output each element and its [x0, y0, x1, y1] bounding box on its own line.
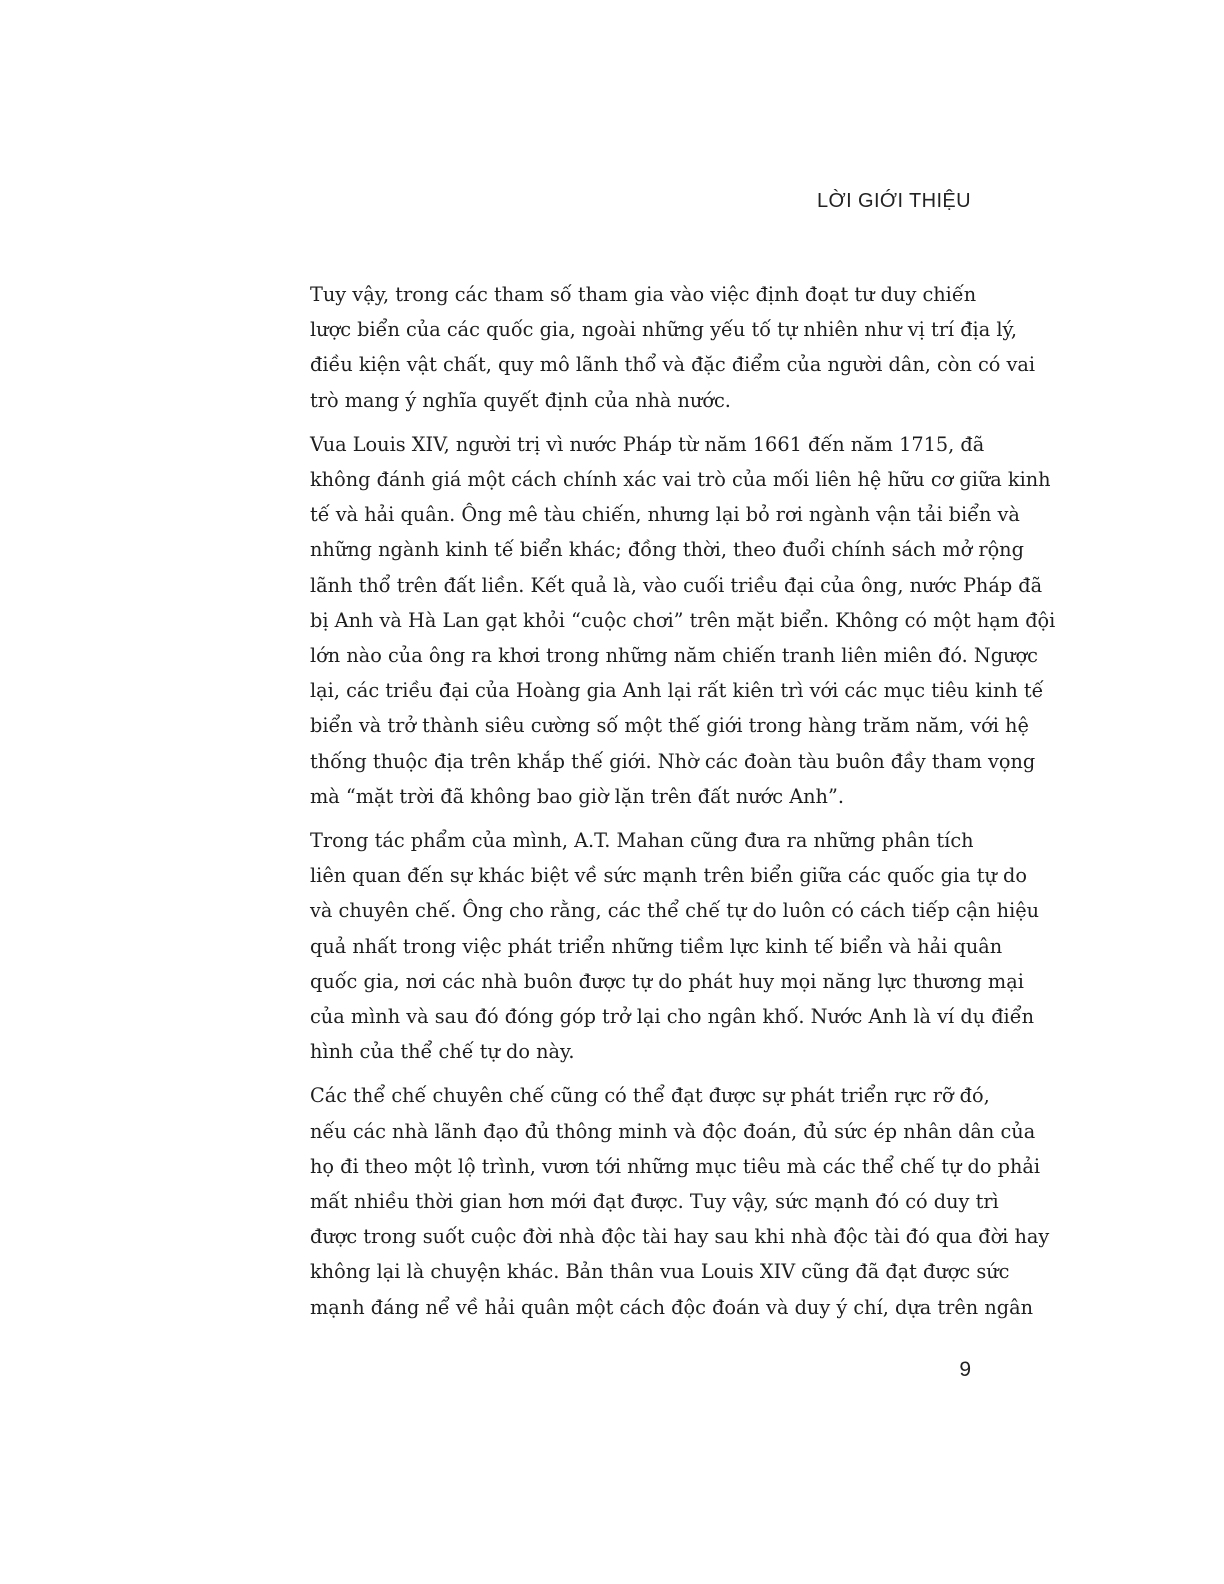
text-line: mà “mặt trời đã không bao giờ lặn trên đất nước Anh”.	[310, 784, 844, 808]
text-line: trò mang ý nghĩa quyết định của nhà nước.	[310, 388, 731, 412]
paragraph-2	[270, 427, 1056, 814]
text-line: lại, các triều đại của Hoàng gia Anh lại rất kiên trì với các mục tiêu kinh tế	[310, 679, 1044, 703]
text-line: không đánh giá một cách chính xác vai trò của mối liên hệ hữu cơ giữa kinh	[310, 468, 1051, 492]
text-line: liên quan đến sự khác biệt về sức mạnh trên biển giữa các quốc gia tự do	[310, 864, 1027, 888]
text-line: lãnh thổ trên đất liền. Kết quả là, vào cuối triều đại của ông, nước Pháp đã	[310, 573, 1043, 597]
text-line: quả nhất trong việc phát triển những tiềm lực kinh tế biển và hải quân	[310, 934, 1003, 958]
text-line: Các thể chế chuyên chế cũng có thể đạt được sự phát triển rực rỡ đó,	[310, 1084, 990, 1108]
text-line: mất nhiều thời gian hơn mới đạt được. Tuy vậy, sức mạnh đó có duy trì	[310, 1190, 999, 1214]
text-line: Vua Louis XIV, người trị vì nước Pháp từ năm 1661 đến năm 1715, đã	[310, 432, 985, 456]
text-line: điều kiện vật chất, quy mô lãnh thổ và đặc điểm của người dân, còn có vai	[310, 353, 1036, 377]
paragraph-3	[270, 823, 1040, 1069]
text-line: Tuy vậy, trong các tham số tham gia vào việc định đoạt tư duy chiến	[310, 283, 977, 306]
text-line: lược biển của các quốc gia, ngoài những yếu tố tự nhiên như vị trí địa lý,	[310, 318, 1017, 342]
text-line: hình của thể chế tự do này.	[310, 1040, 575, 1064]
page-number: 9	[959, 1358, 971, 1381]
text-line: biển và trở thành siêu cường số một thế giới trong hàng trăm năm, với hệ	[310, 714, 1029, 738]
text-line: mạnh đáng nể về hải quân một cách độc đoán và duy ý chí, dựa trên ngân	[310, 1295, 1033, 1319]
body-text	[270, 277, 1056, 1325]
text-line: bị Anh và Hà Lan gạt khỏi “cuộc chơi” trên mặt biển. Không có một hạm đội	[310, 608, 1056, 632]
text-line: Trong tác phẩm của mình, A.T. Mahan cũng đưa ra những phân tích	[310, 829, 974, 853]
text-line: họ đi theo một lộ trình, vươn tới những mục tiêu mà các thể chế tự do phải	[310, 1154, 1041, 1178]
running-header: LỜI GIỚI THIỆU	[817, 190, 971, 212]
text-line: thống thuộc địa trên khắp thế giới. Nhờ các đoàn tàu buôn đầy tham vọng	[310, 749, 1036, 773]
text-line: những ngành kinh tế biển khác; đồng thời, theo đuổi chính sách mở rộng	[310, 538, 1024, 562]
text-line: tế và hải quân. Ông mê tàu chiến, nhưng lại bỏ rơi ngành vận tải biển và	[310, 503, 1020, 527]
text-line: được trong suốt cuộc đời nhà độc tài hay sau khi nhà độc tài đó qua đời hay	[310, 1225, 1050, 1249]
text-line: nếu các nhà lãnh đạo đủ thông minh và độc đoán, đủ sức ép nhân dân của	[310, 1119, 1036, 1143]
text-line: và chuyên chế. Ông cho rằng, các thể chế tự do luôn có cách tiếp cận hiệu	[310, 899, 1040, 923]
text-line: lớn nào của ông ra khơi trong những năm chiến tranh liên miên đó. Ngược	[310, 644, 1038, 668]
text-line: của mình và sau đó đóng góp trở lại cho ngân khố. Nước Anh là ví dụ điển	[310, 1005, 1034, 1029]
paragraph-1	[270, 277, 1036, 418]
text-line: quốc gia, nơi các nhà buôn được tự do phát huy mọi năng lực thương mại	[310, 969, 1024, 993]
text-line: không lại là chuyện khác. Bản thân vua Louis XIV cũng đã đạt được sức	[310, 1260, 1010, 1284]
paragraph-4	[270, 1078, 1050, 1324]
